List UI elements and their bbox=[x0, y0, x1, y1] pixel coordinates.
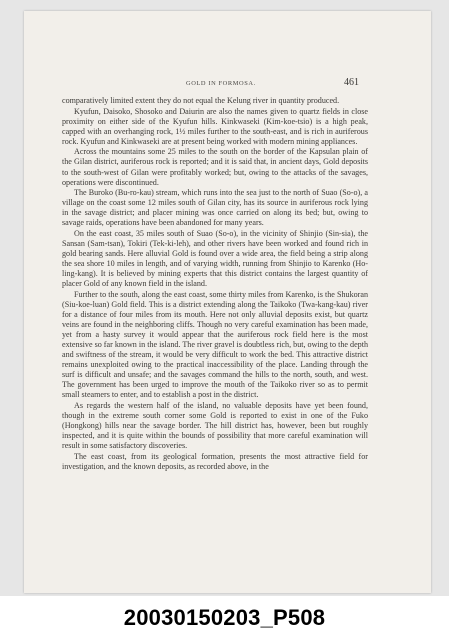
paragraph: Kyufun, Daisoko, Shosoko and Daiurin are also the names given to quartz fields in close proximity on either side of the Kyufun hills. Kinkwaseki (Kim-koe-tsio) is a high peak, capped with an overhanging rock, 1½ miles further to the south-east, and is rich in auriferous rock. Kyufun and Kinkwaseki are at present being worked with modern mining appliances. bbox=[62, 106, 368, 146]
paragraph: The east coast, from its geological formation, presents the most attractive field for investigation, and the known deposits, as recorded above, in the bbox=[62, 451, 368, 471]
image-id-caption: 20030150203_P508 bbox=[123, 605, 326, 630]
paragraph: As regards the western half of the island, no valuable deposits have yet been found, though in the extreme south corner some Gold is reported to exist in one of the Fuko (Hongkong) hills near the savage border. The hill district has, however, been but roughly inspected, and it is quite within the bounds of possibility that more careful examination will result in some satisfactory discoveries. bbox=[62, 400, 368, 451]
paragraph: comparatively limited extent they do not equal the Kelung river in quantity produced. bbox=[62, 96, 340, 105]
paragraph: The Buroko (Bu-ro-kau) stream, which runs into the sea just to the north of Suao (So-o), a village on the coast some 12 miles south of Gilan city, has its source in auriferous rock lying in the savage district; and placer mining was once carried on along its bed; but, owing to savage raids, operations have been abandoned for many years. bbox=[62, 188, 368, 228]
page-number: 461 bbox=[344, 77, 359, 88]
paragraph: Further to the south, along the east coast, some thirty miles from Karenko, is the Shukoran (Siu-koe-luan) Gold field. This is a district extending along the Taikoko (Twa-kang-kau) river for a distance of four miles from its mouth. Here not only alluvial deposits exist, but quartz veins are found in the neighboring cliffs. Though no very careful examination has been made, yet from a hasty survey it would appear that the auriferous rock field here is the most extensive so far known in the island. The river gravel is doubtless rich, but, owing to the depth and swiftness of the stream, it would be very difficult to work the bed. This attractive district remains unexploited owing to the practical inaccessibility of the place. Landing through the surf is difficult and unsafe; and the savages command the hills to the north, south, and west. The government has been urged to improve the mouth of the Taikoko river so as to permit small steamers to enter, and to establish a post in the district. bbox=[62, 289, 369, 400]
body-text bbox=[62, 96, 368, 472]
paragraph: On the east coast, 35 miles south of Suao (So-o), in the vicinity of Shinjio (Sin-sia), the Sansan (Sam-tsan), Tokiri (Tek-ki-leh), and other rivers have been worked and found rich in gold bearing sands. Here alluvial Gold is found over a wide area, the field being a strip along the sea shore 10 miles in length, and of varying width, running from Shinjio to Karenko (Ho-ling-kang). It is believed by mining experts that this district contains the largest quantity of placer Gold of any known field in the island. bbox=[62, 228, 368, 289]
running-head: GOLD IN FORMOSA. bbox=[186, 80, 256, 87]
paragraph: Across the mountains some 25 miles to the south on the border of the Kapsulan plain of the Gilan district, auriferous rock is reported; and it is said that, in ancient days, Gold deposits to the south-west of Gilan were profitably worked; but, owing to the attacks of the savages, operations were discontinued. bbox=[62, 147, 368, 187]
